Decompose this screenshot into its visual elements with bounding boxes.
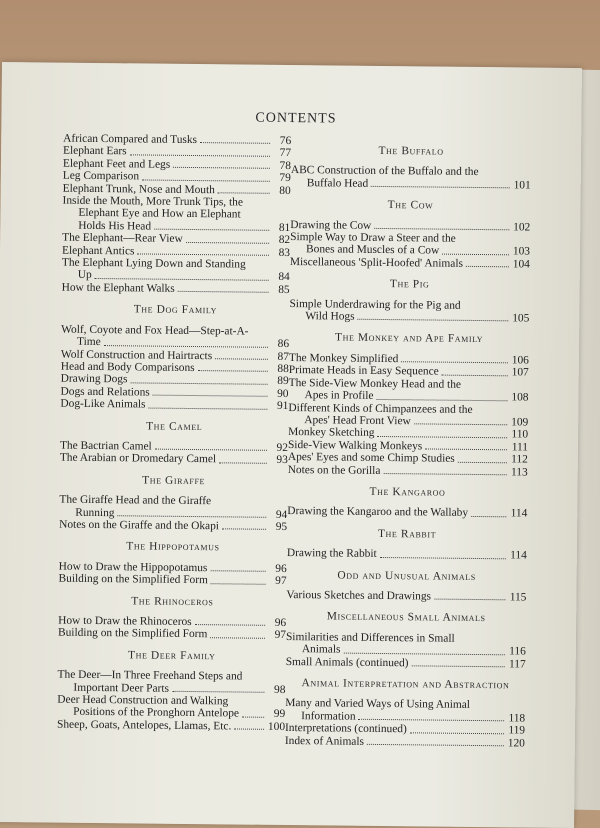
toc-page-number: 81 <box>278 221 291 234</box>
leader-dots <box>380 557 506 559</box>
section-heading: The Buffalo <box>378 144 444 158</box>
toc-entry <box>60 398 288 413</box>
toc-page-number: 109 <box>511 416 529 429</box>
toc-page-number: 95 <box>275 520 288 533</box>
toc-entry-title: The Giraffe Head and the Giraffe <box>59 493 212 508</box>
toc-entry-title: Elephant Antics <box>61 244 135 258</box>
toc-page-number: 87 <box>277 350 289 363</box>
leader-dots <box>371 186 510 188</box>
section-heading: The Pig <box>389 278 430 291</box>
toc-page-number: 114 <box>510 507 528 520</box>
leader-dots <box>178 291 269 293</box>
leader-dots <box>210 570 265 572</box>
toc-entry-title: Index of Animals <box>284 734 365 748</box>
toc-page-number: 110 <box>511 428 529 441</box>
toc-entry-title: Monkey Sketching <box>288 426 375 440</box>
toc-entry-title: Animals <box>301 643 341 656</box>
section-heading: The Deer Family <box>128 649 216 663</box>
leader-dots <box>172 691 264 693</box>
leader-dots <box>215 358 268 360</box>
toc-entry <box>289 298 529 325</box>
toc-entry-title: Holds His Head <box>78 219 152 233</box>
leader-dots <box>466 266 509 267</box>
toc-entry <box>286 656 526 671</box>
toc-entry <box>59 573 287 588</box>
toc-entry <box>290 256 530 271</box>
toc-entry-title: Up <box>77 269 92 282</box>
toc-entry <box>57 718 285 733</box>
leader-dots <box>104 345 268 348</box>
section-heading: The Cow <box>387 199 434 212</box>
toc-entry-title: Elephant Feet and Legs <box>62 157 171 171</box>
toc-entry <box>285 735 525 750</box>
toc-entry-title: African Compared and Tusks <box>63 132 198 147</box>
toc-entry <box>62 195 290 235</box>
leader-dots <box>200 142 270 144</box>
toc-entry <box>57 669 285 696</box>
toc-entry <box>285 697 525 724</box>
section-heading: The Giraffe <box>142 474 206 487</box>
toc-entry-title: The Arabian or Dromedary Camel <box>59 451 217 466</box>
section-heading: The Rhinoceros <box>131 594 214 608</box>
toc-entry <box>290 231 530 258</box>
toc-entry-title: The Bactrian Camel <box>59 439 152 453</box>
toc-entry-title: The Monkey Simplified <box>288 351 399 366</box>
toc-page-number: 94 <box>275 508 288 521</box>
toc-entry <box>58 627 286 642</box>
section-heading: The Kangaroo <box>369 485 446 499</box>
toc-entry-title: How to Draw the Rhinoceros <box>58 614 192 629</box>
toc-entry <box>59 519 287 534</box>
toc-page-number: 116 <box>509 645 526 658</box>
leader-dots <box>383 473 506 475</box>
toc-page-number: 79 <box>279 172 291 185</box>
section-heading: Miscellaneous Small Animals <box>326 610 486 625</box>
leader-dots <box>148 407 267 409</box>
leader-dots <box>95 278 269 281</box>
toc-page-number: 111 <box>511 441 529 454</box>
leader-dots <box>154 229 269 231</box>
toc-entry-title: The Side-View Monkey Head and the <box>288 376 462 391</box>
leader-dots <box>458 461 507 463</box>
toc-entry-title: Drawing Dogs <box>60 372 128 386</box>
toc-entry-title: Elephant Trunk, Nose and Mouth <box>62 182 215 196</box>
toc-entry-title: Wild Hogs <box>305 310 355 323</box>
leader-dots <box>153 395 268 397</box>
toc-page-number: 76 <box>279 134 292 148</box>
toc-entry-title: Elephant Ears <box>63 145 127 158</box>
leader-dots <box>195 624 266 626</box>
toc-entry <box>286 631 526 658</box>
toc-entry-title: Time <box>77 335 101 349</box>
leader-dots <box>142 179 270 181</box>
toc-page-number: 114 <box>510 549 527 562</box>
leader-dots <box>234 729 264 730</box>
leader-dots <box>425 449 507 451</box>
toc-entry <box>288 464 528 479</box>
toc-entry-title: Information <box>301 709 356 723</box>
toc-entry-title: Positions of the Pronghorn Antelope <box>73 706 240 720</box>
leader-dots <box>410 732 504 734</box>
leader-dots <box>471 516 506 517</box>
toc-page-number: 98 <box>273 683 286 696</box>
toc-page-number: 97 <box>274 629 287 642</box>
toc-entry <box>60 452 288 467</box>
toc-page-number: 107 <box>511 366 529 379</box>
leader-dots <box>442 374 508 376</box>
toc-page-number: 103 <box>512 245 531 258</box>
toc-entry-title: Bones and Muscles of a Cow <box>305 243 440 258</box>
toc-page-number: 108 <box>511 391 529 404</box>
toc-entry <box>61 323 289 350</box>
toc-page-number: 86 <box>277 337 290 351</box>
toc-entry-title: ABC Construction of the Buffalo and the <box>290 164 479 179</box>
toc-entry-title: Sheep, Goats, Antelopes, Llamas, Etc. <box>57 718 232 733</box>
toc-entry <box>288 402 528 429</box>
toc-page-number: 104 <box>512 258 530 271</box>
leader-dots <box>358 319 509 322</box>
toc-entry <box>59 494 287 521</box>
leader-dots <box>376 398 507 400</box>
section-heading: The Camel <box>146 420 203 433</box>
leader-dots <box>367 744 504 746</box>
toc-entry-title: Notes on the Giraffe and the Okapi <box>59 518 220 533</box>
toc-entry-title: Apes in Profile <box>304 389 374 403</box>
section-heading: The Rabbit <box>377 527 437 541</box>
toc-entry-title: The Deer—In Three Freehand Steps and <box>57 668 243 683</box>
toc-entry-title: Wolf Construction and Hairtracts <box>60 348 213 362</box>
leader-dots <box>411 665 504 667</box>
toc-page-number: 96 <box>274 616 287 630</box>
toc-page-number: 92 <box>276 441 289 454</box>
toc-page-number: 89 <box>277 375 289 388</box>
toc-entry-title: Notes on the Gorilla <box>287 463 381 477</box>
toc-entry-title: Simple Underdrawing for the Pig and <box>289 297 461 312</box>
toc-entry-title: Side-View Walking Monkeys <box>287 438 423 453</box>
toc-entry-title: Running <box>75 506 115 519</box>
toc-entry-title: Primate Heads in Easy Sequence <box>288 364 439 378</box>
toc-page-number: 88 <box>277 362 289 375</box>
toc-entry-title: Building on the Simplified Form <box>57 627 208 641</box>
toc-entry <box>287 547 527 562</box>
leader-dots <box>434 599 505 601</box>
toc-entry-title: The Elephant Lying Down and Standing <box>61 256 246 271</box>
toc-page-number: 101 <box>513 179 531 192</box>
toc-page-number: 117 <box>508 657 526 671</box>
leader-dots <box>211 583 266 585</box>
leader-dots <box>173 167 270 169</box>
leader-dots <box>377 436 507 438</box>
toc-entry-title: The Elephant—Rear View <box>62 231 183 246</box>
section-heading: The Hippopotamus <box>126 540 220 554</box>
toc-page-number: 99 <box>273 708 286 721</box>
toc-page-number: 102 <box>513 220 531 234</box>
leader-dots <box>210 637 265 639</box>
toc-page-number: 84 <box>278 271 290 284</box>
leader-dots <box>343 652 504 655</box>
toc-entry <box>57 694 285 721</box>
toc-entry <box>62 257 290 284</box>
toc-entry-title: Building on the Simplified Form <box>58 572 209 587</box>
book-page <box>0 62 582 828</box>
toc-entry-title: Wolf, Coyote and Fox Head—Step-at-A- <box>61 323 249 338</box>
toc-page-number: 100 <box>267 720 286 733</box>
toc-page-number: 80 <box>279 184 291 197</box>
leader-dots <box>130 154 270 156</box>
toc-page-number: 119 <box>508 724 526 737</box>
right-column <box>285 135 531 750</box>
toc-entry-title: Small Animals (continued) <box>285 655 409 669</box>
toc-entry-title: Miscellaneous 'Split-Hoofed' Animals <box>289 255 464 270</box>
toc-page-number: 118 <box>508 712 526 725</box>
toc-page-number: 115 <box>509 591 527 604</box>
toc-entry-title: Various Sketches and Drawings <box>286 588 432 603</box>
leader-dots <box>359 719 505 722</box>
toc-entry-title: Drawing the Kangaroo and the Wallaby <box>287 505 469 520</box>
section-heading: Animal Interpretation and Abstraction <box>301 677 510 692</box>
toc-page-number: 97 <box>275 575 287 588</box>
toc-entry-title: Buffalo Head <box>306 177 369 190</box>
toc-page-number: 120 <box>507 736 525 750</box>
toc-entry-title: How to Draw the Hippopotamus <box>58 560 208 574</box>
leader-dots <box>218 192 270 194</box>
toc-entry-title: Inside the Mouth, More Trunk Tips, the <box>62 194 243 209</box>
leader-dots <box>198 370 268 372</box>
section-heading: The Dog Family <box>133 303 218 317</box>
leader-dots <box>414 424 507 426</box>
toc-entry-title: Many and Varied Ways of Using Animal <box>285 697 471 712</box>
toc-entry <box>287 505 527 520</box>
toc-entry <box>288 377 528 404</box>
toc-entry-title: Different Kinds of Chimpanzees and the <box>288 401 473 416</box>
toc-page-number: 85 <box>278 283 290 296</box>
toc-entry-title: Apes' Eyes and some Chimp Studies <box>287 451 455 465</box>
leader-dots <box>219 462 267 463</box>
toc-entry-title: Dog-Like Animals <box>60 397 146 411</box>
leader-dots <box>442 253 509 255</box>
section-heading: The Monkey and Ape Family <box>334 331 484 346</box>
leader-dots <box>155 449 267 451</box>
toc-page-number: 91 <box>276 400 289 413</box>
leader-dots <box>137 253 269 255</box>
toc-entry-title: Interpretations (continued) <box>284 722 407 736</box>
leader-dots <box>222 529 266 530</box>
toc-page-number: 83 <box>278 246 291 259</box>
toc-entry-title: Apes' Head Front View <box>304 414 411 428</box>
toc-page-number: 112 <box>511 453 528 466</box>
leader-dots <box>186 242 269 244</box>
leader-dots <box>130 382 267 384</box>
left-column <box>57 133 291 734</box>
toc-entry-title: Similarities and Differences in Small <box>285 630 455 645</box>
toc-entry-title: Deer Head Construction and Walking <box>57 693 229 708</box>
toc-page-number: 90 <box>277 387 289 400</box>
leader-dots <box>374 228 509 230</box>
toc-entry-title: Important Deer Parts <box>73 681 170 695</box>
toc-page-number: 77 <box>279 147 292 160</box>
toc-entry-title: Dogs and Relations <box>60 385 150 399</box>
toc-entry-title: Drawing the Cow <box>290 218 372 232</box>
toc-entry-title: Simple Way to Draw a Steer and the <box>290 231 456 245</box>
toc-entry-title: Drawing the Rabbit <box>286 547 377 561</box>
toc-page-number: 96 <box>275 562 287 575</box>
toc-page-number: 93 <box>276 454 288 467</box>
toc-page-number: 113 <box>511 465 528 479</box>
leader-dots <box>118 515 267 518</box>
leader-dots <box>242 716 264 717</box>
toc-page-number: 82 <box>278 234 291 247</box>
section-heading: Odd and Unusual Animals <box>337 569 476 583</box>
toc-entry <box>286 589 526 604</box>
page-title: CONTENTS <box>255 110 337 127</box>
toc-entry-title: Leg Comparison <box>62 169 140 183</box>
leader-dots <box>401 361 508 363</box>
toc-entry-title: Head and Body Comparisons <box>60 360 195 374</box>
toc-entry <box>62 282 290 297</box>
toc-page-number: 78 <box>279 159 291 172</box>
toc-page-number: 105 <box>512 312 530 325</box>
toc-page-number: 106 <box>511 354 529 367</box>
toc-entry-title: How the Elephant Walks <box>61 281 175 295</box>
toc-entry-title: Elephant Eye and How an Elephant <box>78 207 241 221</box>
toc-entry <box>291 164 531 191</box>
